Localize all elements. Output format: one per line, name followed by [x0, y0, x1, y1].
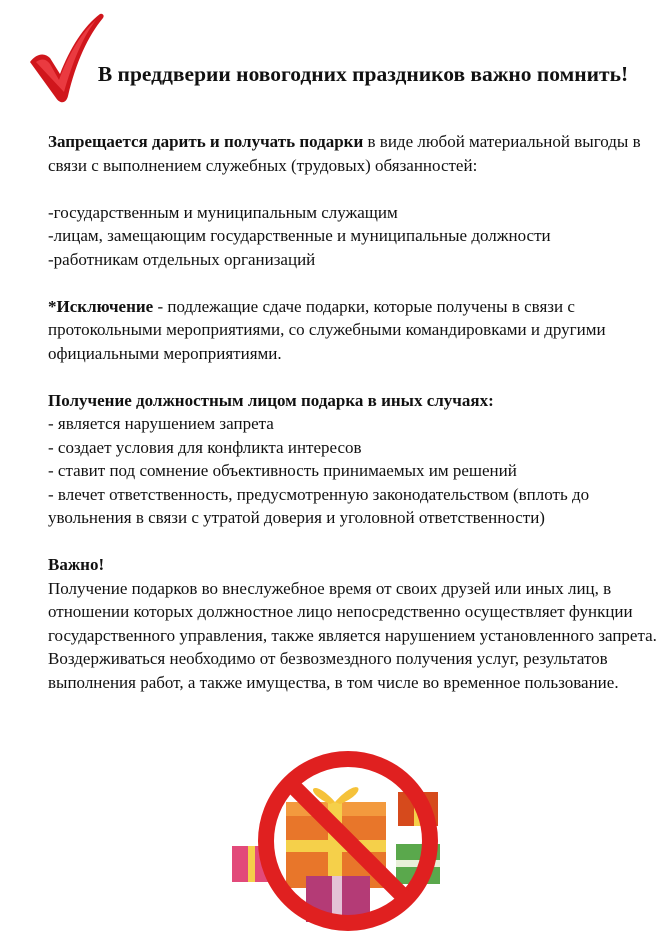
consequences-heading: Получение должностным лицом подарка в иных случаях:	[48, 390, 494, 410]
consequence-item: - влечет ответственность, предусмотренную законодательством (вплоть до увольнения в связи с утратой доверия и уголовной ответственности)	[48, 484, 590, 527]
recipient-item: -работникам отдельных организаций	[48, 249, 316, 269]
document-body	[48, 130, 660, 694]
exception-text: - подлежащие сдаче подарки, которые получены в связи с протокольными мероприятиями, со служебными командировками и другими официальными мероприятиями.	[48, 296, 606, 363]
recipient-item: -государственным и муниципальным служащим	[48, 202, 398, 222]
ban-bold: Запрещается дарить и получать подарки	[48, 132, 364, 151]
red-checkmark-icon	[26, 12, 106, 104]
exception-paragraph	[48, 295, 660, 366]
important-text: Получение подарков во внеслужебное время от своих друзей или иных лиц, в отношении которых должностное лицо непосредственно осуществляет функции государственного управления, также является нарушением установленного запрета. Воздерживаться необходимо от безвозмездного получения услуг, результатов выполнения работ, а также имущества, в том числе во временное пользование.	[48, 578, 657, 692]
consequence-item: - является нарушением запрета	[48, 414, 274, 433]
ban-paragraph	[48, 130, 660, 177]
consequence-item: - ставит под сомнение объективность принимаемых им решений	[48, 461, 517, 480]
consequence-item: - создает условия для конфликта интересов	[48, 437, 362, 457]
prohibited-gifts-icon	[228, 748, 468, 934]
ban-text: в виде любой материальной выгоды в связи с выполнением служебных (трудовых) обязанностей:	[48, 132, 641, 175]
exception-bold: *Исключение	[48, 296, 154, 316]
important-heading: Важно!	[48, 555, 105, 574]
recipient-item: -лицам, замещающим государственные и муниципальные должности	[48, 226, 551, 245]
page-title: В преддверии новогодних праздников важно помнить!	[97, 62, 629, 86]
